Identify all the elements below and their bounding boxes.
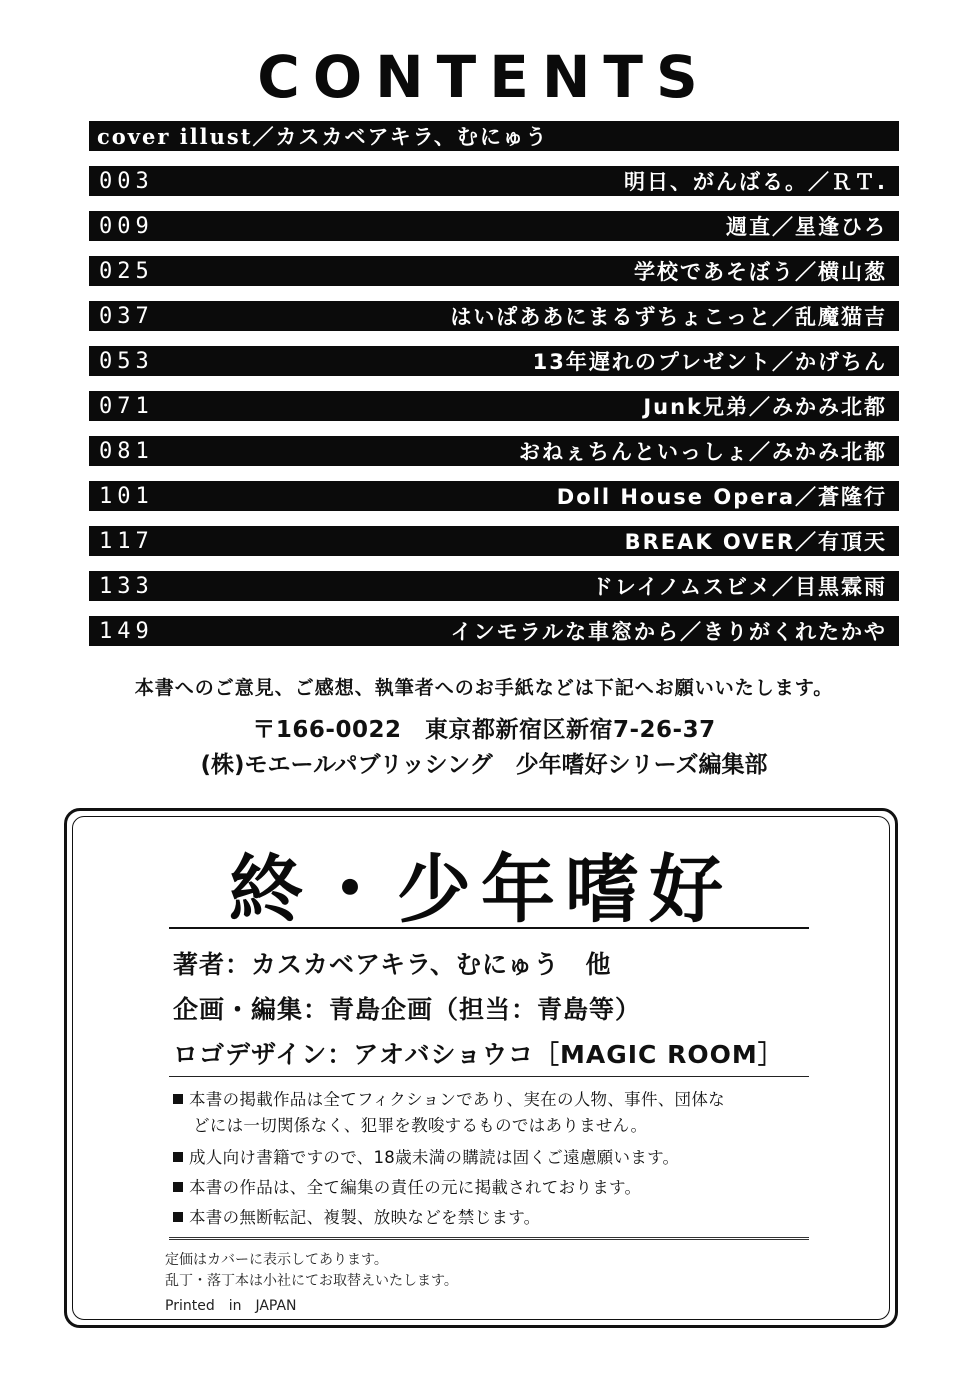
toc-row bbox=[89, 481, 899, 511]
title-divider bbox=[169, 927, 809, 929]
notice-fiction bbox=[173, 1087, 813, 1139]
toc-row bbox=[89, 391, 899, 421]
bullet-square-icon bbox=[173, 1182, 183, 1192]
toc-entry-title: 学校であそぼう／横山葱 bbox=[634, 260, 887, 284]
bullet-square-icon bbox=[173, 1212, 183, 1222]
postal-address: 〒166-0022 東京都新宿区新宿7-26-37 bbox=[252, 717, 716, 743]
printed-in-japan: Printed in JAPAN bbox=[165, 1298, 297, 1314]
notice-adult bbox=[173, 1145, 813, 1171]
toc-page-number: 053 bbox=[99, 348, 154, 374]
toc-entry-title: 13年遅れのプレゼント／かげちん bbox=[532, 350, 887, 374]
toc-row bbox=[89, 166, 899, 196]
toc-page-number: 081 bbox=[99, 438, 154, 464]
toc-page-number: 149 bbox=[99, 618, 154, 644]
reader-mail-note: 本書へのご意見、ご感想、執筆者へのお手紙などは下記へお願いいたします。 bbox=[134, 677, 834, 699]
colophon-inner-frame bbox=[72, 816, 890, 1320]
toc-entry-title: インモラルな車窓から／きりがくれたかや bbox=[450, 620, 887, 644]
replacement-note: 乱丁・落丁本は小社にてお取替えいたします。 bbox=[165, 1273, 458, 1289]
editorial-department: (株)モエールパブリッシング 少年嗜好シリーズ編集部 bbox=[200, 752, 768, 778]
table-of-contents bbox=[89, 121, 899, 661]
toc-page-number: 133 bbox=[99, 573, 154, 599]
notice-text: 本書の作品は、全て編集の責任の元に掲載されております。 bbox=[189, 1178, 642, 1197]
toc-row bbox=[89, 526, 899, 556]
book-title: 終・少年嗜好 bbox=[229, 847, 733, 933]
toc-row bbox=[89, 211, 899, 241]
toc-entry-title: BREAK OVER／有頂天 bbox=[624, 530, 887, 554]
toc-entry-title: 週直／星逢ひろ bbox=[726, 215, 887, 239]
toc-row bbox=[89, 571, 899, 601]
notice-text-continued: どには一切関係なく、犯罪を教唆するものではありません。 bbox=[193, 1116, 648, 1135]
notice-text: 成人向け書籍ですので、18歳未満の購読は固くご遠慮願います。 bbox=[189, 1148, 680, 1167]
credits-divider bbox=[169, 1076, 809, 1077]
colophon-box bbox=[64, 808, 898, 1328]
toc-page-number: 037 bbox=[99, 303, 154, 329]
toc-page-number: 003 bbox=[99, 168, 154, 194]
notice-text: 本書の無断転記、複製、放映などを禁じます。 bbox=[189, 1208, 541, 1227]
toc-row bbox=[89, 346, 899, 376]
price-note: 定価はカバーに表示してあります。 bbox=[165, 1252, 388, 1268]
toc-row bbox=[89, 616, 899, 646]
toc-entry-title: おねぇちんといっしょ／みかみ北都 bbox=[519, 440, 887, 464]
toc-page-number: 025 bbox=[99, 258, 154, 284]
toc-entry-title: はいぱああにまるずちょこっと／乱魔猫吉 bbox=[450, 305, 887, 329]
credit-logo-design: ロゴデザイン：アオバショウコ［MAGIC ROOM］ bbox=[173, 1040, 784, 1069]
toc-row bbox=[89, 301, 899, 331]
toc-entry-title: ドレイノムスビメ／目黒霖雨 bbox=[591, 575, 887, 599]
toc-entry-title: Junk兄弟／みかみ北都 bbox=[643, 395, 887, 419]
toc-page-number: 101 bbox=[99, 483, 154, 509]
cover-illust-label: cover illust／カスカベアキラ、むにゅう bbox=[97, 124, 549, 149]
bullet-square-icon bbox=[173, 1094, 183, 1104]
contents-heading: CONTENTS bbox=[257, 43, 711, 111]
toc-entry-title: Doll House Opera／蒼隆行 bbox=[556, 485, 887, 509]
toc-entry-title: 明日、がんばる。／ＲＴ. bbox=[624, 170, 887, 194]
cover-illust-bar bbox=[89, 121, 899, 151]
toc-page-number: 009 bbox=[99, 213, 154, 239]
toc-page-number: 071 bbox=[99, 393, 154, 419]
notice-copyright bbox=[173, 1205, 813, 1231]
notices-divider bbox=[169, 1237, 809, 1240]
notice-text: 本書の掲載作品は全てフィクションであり、実在の人物、事件、団体な bbox=[189, 1090, 725, 1109]
toc-row bbox=[89, 256, 899, 286]
notice-editorial bbox=[173, 1175, 813, 1201]
toc-row bbox=[89, 436, 899, 466]
toc-page-number: 117 bbox=[99, 528, 154, 554]
credit-planning-editing: 企画・編集：青島企画（担当：青島等） bbox=[173, 995, 642, 1024]
credit-author: 著者：カスカベアキラ、むにゅう 他 bbox=[173, 950, 612, 979]
bullet-square-icon bbox=[173, 1152, 183, 1162]
